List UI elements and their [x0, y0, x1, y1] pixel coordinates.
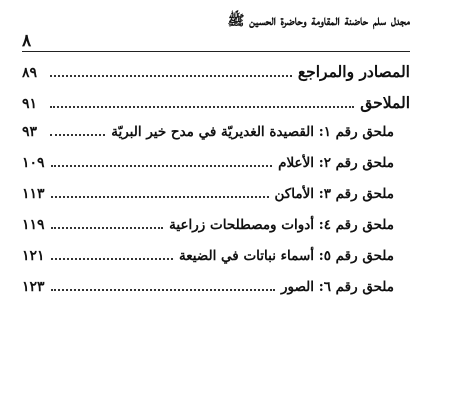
toc-entry-page: ١٢١	[22, 248, 45, 264]
toc-entry-appendix-6	[22, 279, 410, 310]
toc-entry-title: ملحق رقم ١: القصيدة الغديريّة في مدح خير البريّة	[111, 124, 394, 140]
toc-entry-page: ١١٣	[22, 186, 45, 202]
toc-entry-title: ملحق رقم ٤: أدوات ومصطلحات زراعية	[169, 217, 394, 233]
running-title: مجدل سلم حاضنة المقاومة وحاضرة الحسين ﷺ	[227, 13, 410, 29]
dot-leader	[51, 289, 275, 291]
dot-leader	[51, 196, 269, 198]
toc-entry-title: المصادر والمراجع	[297, 62, 410, 81]
toc-entry-page: ١٠٩	[22, 155, 45, 171]
toc-entry-appendix-1	[22, 124, 410, 155]
dot-leader	[51, 258, 173, 260]
toc-entry-references	[22, 62, 410, 93]
toc-entry-page: ٩٣	[22, 124, 38, 140]
toc-entry-title: ملحق رقم ٥: أسماء نباتات في الضيعة	[178, 248, 394, 264]
toc-entry-title: ملحق رقم ٣: الأماكن	[274, 186, 394, 202]
dot-leader	[50, 134, 105, 136]
dot-leader	[50, 106, 354, 108]
dot-leader	[51, 165, 273, 167]
toc-entry-appendix-4	[22, 217, 410, 248]
toc-entry-page: ١١٩	[22, 217, 45, 233]
toc-entry-appendix-5	[22, 248, 410, 279]
toc-entry-appendix-3	[22, 186, 410, 217]
toc-entry-appendix-2	[22, 155, 410, 186]
header-rule	[22, 51, 410, 52]
table-of-contents	[22, 60, 410, 310]
toc-entry-page: ٩١	[22, 96, 38, 112]
toc-entry-appendices	[22, 93, 410, 124]
toc-entry-title: ملحق رقم ٢: الأعلام	[278, 155, 394, 171]
dot-leader	[50, 75, 292, 77]
toc-entry-page: ٨٩	[22, 65, 38, 81]
toc-entry-page: ١٢٣	[22, 279, 45, 295]
dot-leader	[51, 227, 164, 229]
toc-entry-title: الملاحق	[360, 93, 410, 112]
page-number: ٨	[22, 31, 32, 51]
running-header	[22, 2, 410, 51]
toc-entry-title: ملحق رقم ٦: الصور	[280, 279, 394, 295]
